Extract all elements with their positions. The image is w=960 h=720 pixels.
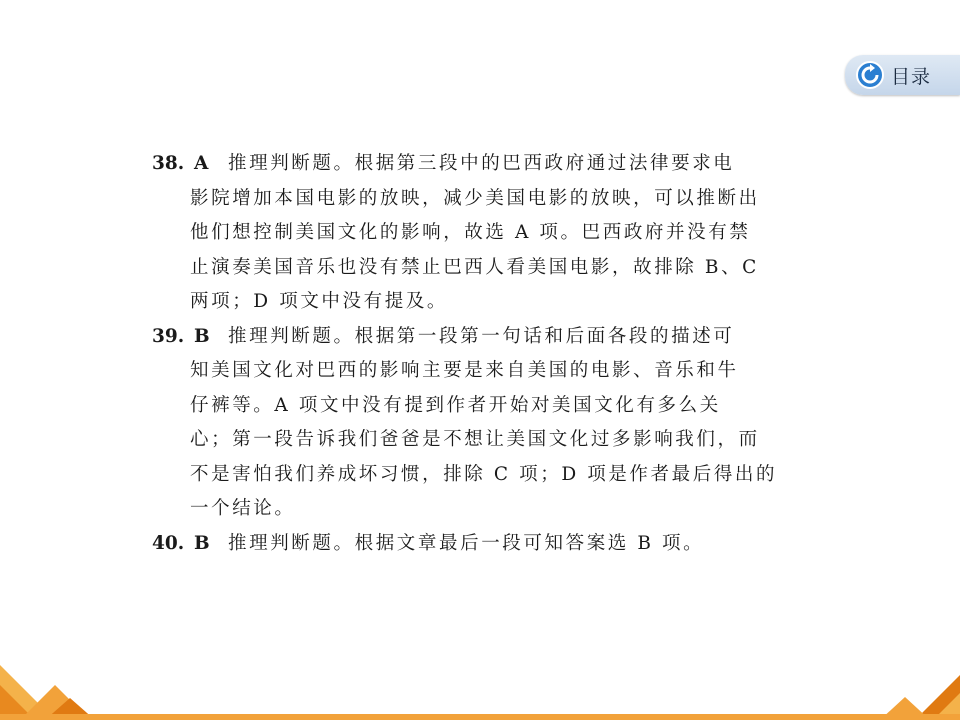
explanation-line: 推理判断题。根据第三段中的巴西政府通过法律要求电 — [228, 153, 735, 174]
corner-decoration-left — [0, 660, 100, 720]
refresh-icon — [855, 60, 885, 90]
explanation-line: 知美国文化对巴西的影响主要是来自美国的电影、音乐和牛 — [190, 360, 739, 381]
answer-choice: A — [194, 153, 209, 174]
explanation-line: 推理判断题。根据文章最后一段可知答案选 B 项。 — [228, 532, 705, 554]
explanation-line: 仔裤等。A 项文中没有提到作者开始对美国文化有多么关 — [190, 394, 721, 416]
explanation-line: 心；第一段告诉我们爸爸是不想让美国文化过多影响我们，而 — [190, 429, 760, 450]
toc-button[interactable] — [845, 55, 960, 95]
question-number: 38. — [152, 153, 185, 174]
question-number: 39. — [152, 325, 185, 347]
answer-item-39 — [152, 320, 792, 527]
question-number: 40. — [152, 532, 185, 554]
explanation-line: 不是害怕我们养成坏习惯，排除 C 项；D 项是作者最后得出的 — [190, 463, 778, 485]
explanation-line: 他们想控制美国文化的影响，故选 A 项。巴西政府并没有禁 — [190, 222, 751, 243]
explanation-line: 推理判断题。根据第一段第一句话和后面各段的描述可 — [228, 325, 735, 347]
answer-item-40 — [152, 527, 792, 562]
answer-choice: B — [194, 532, 210, 554]
explanation-line: 两项；D 项文中没有提及。 — [190, 291, 449, 312]
toc-label: 目录 — [891, 65, 932, 88]
explanation-line: 一个结论。 — [190, 498, 296, 519]
explanation-line: 止演奏美国音乐也没有禁止巴西人看美国电影，故排除 B、C — [190, 256, 759, 278]
footer-bar — [0, 714, 960, 720]
answer-list — [152, 147, 792, 561]
explanation-line: 影院增加本国电影的放映，减少美国电影的放映，可以推断出 — [190, 187, 760, 209]
answer-choice: B — [194, 325, 210, 347]
answer-item-38 — [152, 147, 792, 320]
